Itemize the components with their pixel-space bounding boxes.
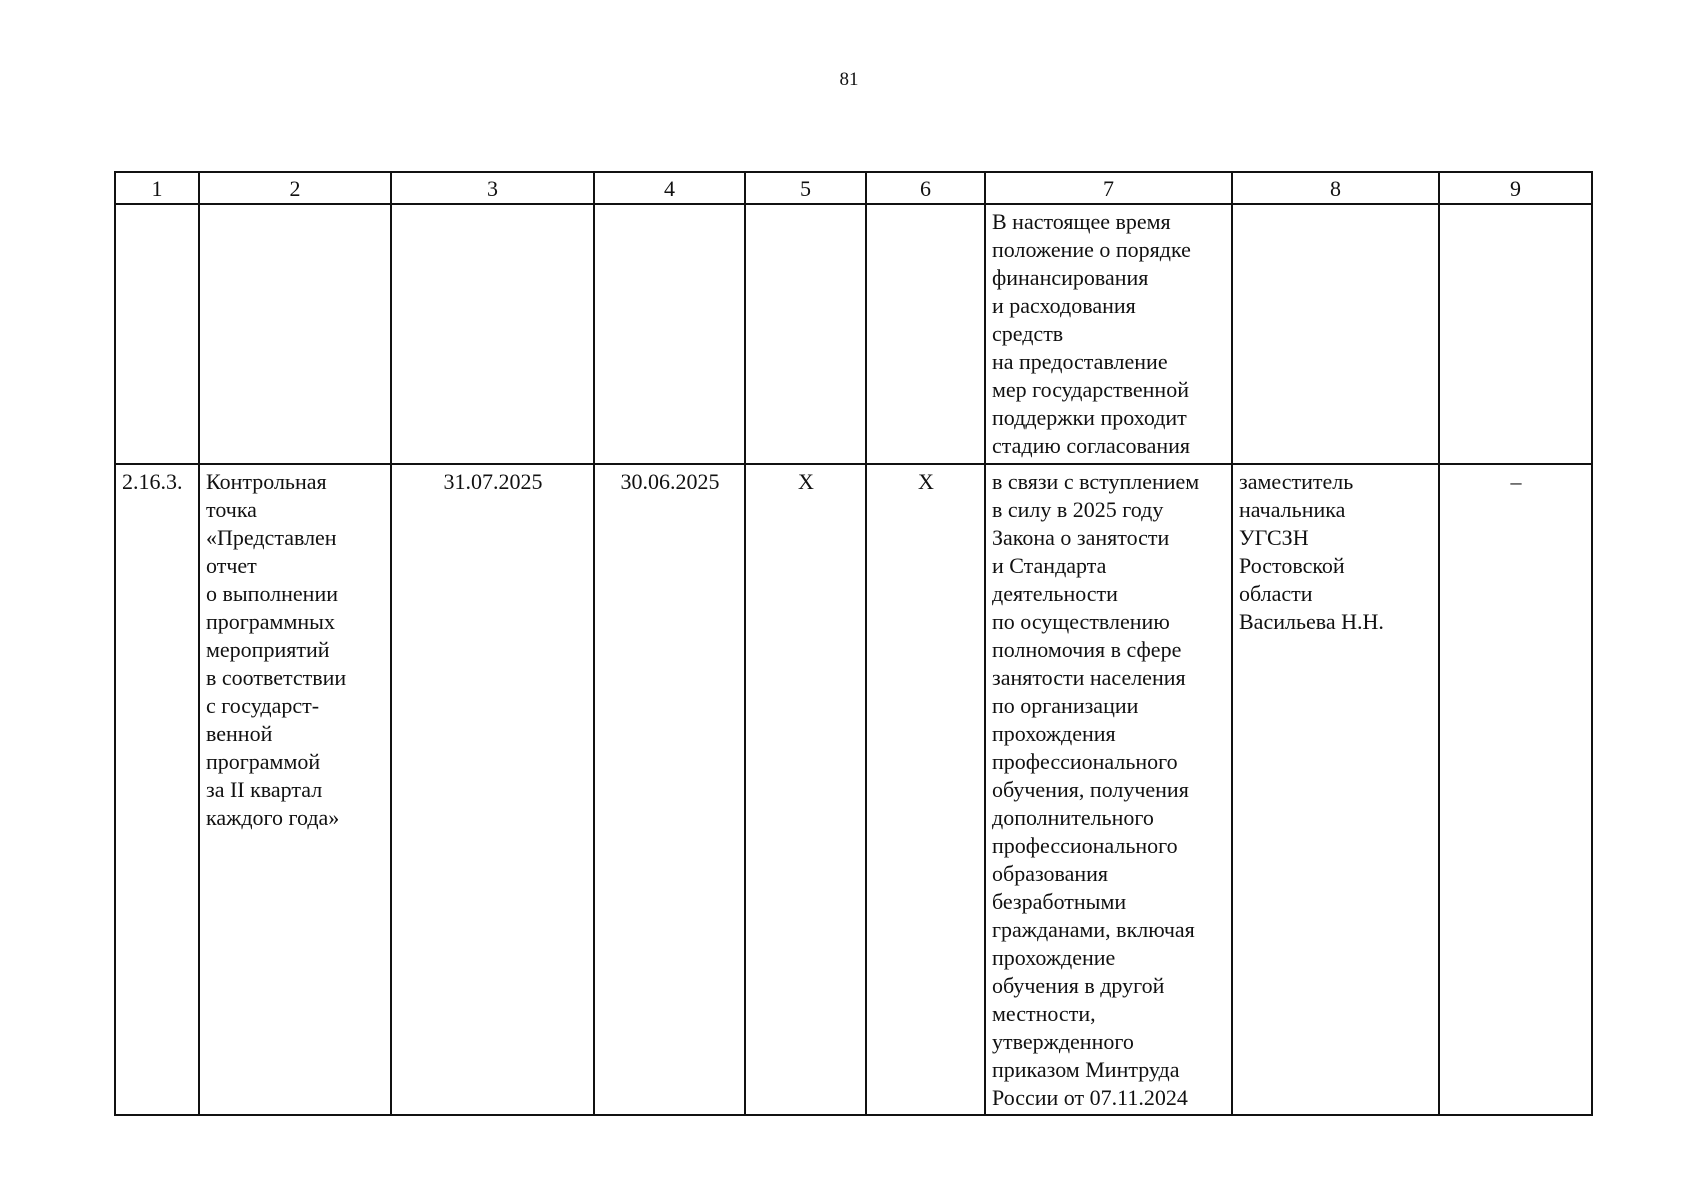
cell-planned-date [391, 204, 594, 464]
cell-col5: X [745, 464, 866, 1115]
table-row [115, 204, 1592, 464]
cell-actual-date [594, 204, 745, 464]
cell-col9: – [1439, 464, 1592, 1115]
header-cell-2: 2 [199, 172, 391, 204]
cell-number: 2.16.3. [115, 464, 199, 1115]
cell-event [199, 204, 391, 464]
header-cell-6: 6 [866, 172, 985, 204]
header-cell-3: 3 [391, 172, 594, 204]
cell-responsible: заместитель начальника УГСЗН Ростовской области Васильева Н.Н. [1232, 464, 1439, 1115]
cell-responsible [1232, 204, 1439, 464]
page-number: 81 [839, 69, 859, 90]
cell-col9 [1439, 204, 1592, 464]
cell-status-note: в связи с вступлением в силу в 2025 году Закона о занятости и Стандарта деятельности по осуществлению полномочия в сфере занятости населения по организации прохождения профессионального обучения, получения дополнительного профессионального образования безработными гражданами, включая прохождение обучения в другой местности, утвержденного приказом Минтруда России от 07.11.2024 [985, 464, 1232, 1115]
cell-event: Контрольная точка «Представлен отчет о выполнении программных мероприятий в соответствии с государст- венной программой за II квартал каждого года» [199, 464, 391, 1115]
table-header-row [115, 172, 1592, 204]
cell-col5 [745, 204, 866, 464]
header-cell-9: 9 [1439, 172, 1592, 204]
header-cell-8: 8 [1232, 172, 1439, 204]
cell-planned-date: 31.07.2025 [391, 464, 594, 1115]
cell-actual-date: 30.06.2025 [594, 464, 745, 1115]
cell-col6 [866, 204, 985, 464]
cell-col6: X [866, 464, 985, 1115]
report-table [114, 171, 1593, 1116]
header-cell-1: 1 [115, 172, 199, 204]
cell-number [115, 204, 199, 464]
cell-status-note: В настоящее время положение о порядке финансирования и расходования средств на предоставление мер государственной поддержки проходит стадию согласования [985, 204, 1232, 464]
table-row [115, 464, 1592, 1115]
header-cell-5: 5 [745, 172, 866, 204]
header-cell-7: 7 [985, 172, 1232, 204]
header-cell-4: 4 [594, 172, 745, 204]
